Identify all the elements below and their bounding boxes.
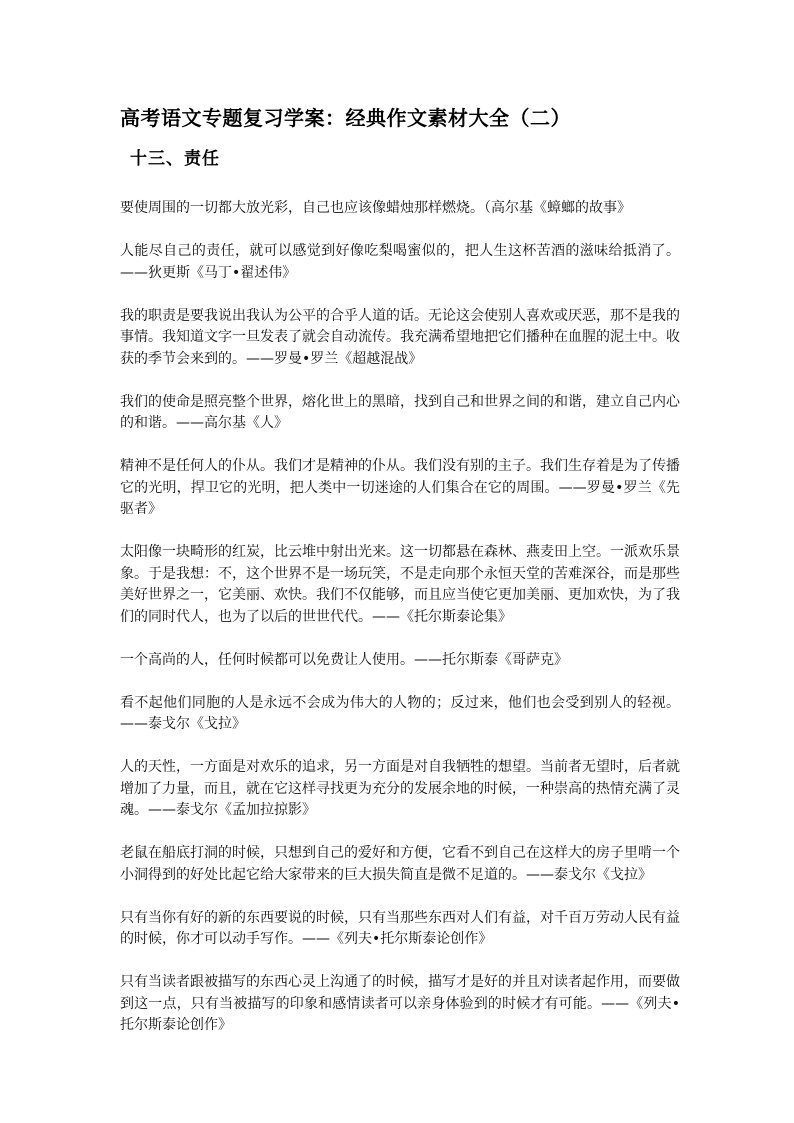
quote-paragraph: 太阳像一块畸形的红炭，比云堆中射出光来。这一切都悬在森林、燕麦田上空。一派欢乐景象。于是我想：不，这个世界不是一场玩笑，不是走向那个永恒天堂的苦难深谷，而是那些美好世界之一，它美丽、欢快。我们不仅能够，而且应当使它更加美丽、更加欢快，为了我们的同时代人，也为了以后的世世代代。——《托尔斯泰论集》 <box>120 544 680 625</box>
quote-paragraph: 一个高尚的人，任何时候都可以免费让人使用。——托尔斯泰《哥萨克》 <box>120 651 568 668</box>
section-title: 十三、责任 <box>130 149 220 169</box>
quote-paragraph: 人能尽自己的责任，就可以感觉到好像吃梨喝蜜似的，把人生这杯苦酒的滋味给抵消了。——狄更斯《马丁•翟述伟》 <box>120 243 680 281</box>
quote-paragraph: 要使周围的一切都大放光彩，自己也应该像蜡烛那样燃烧。（高尔基《蟑螂的故事》 <box>120 200 631 216</box>
quote-paragraph: 人的天性，一方面是对欢乐的追求，另一方面是对自我牺牲的想望。当前者无望时，后者就增加了力量，而且，就在它这样寻找更为充分的发展余地的时候，一种崇高的热情充满了灵魂。——泰戈尔《孟加拉掠影》 <box>120 759 680 818</box>
quote-paragraph: 我的职责是要我说出我认为公平的合乎人道的话。无论这会使别人喜欢或厌恶，那不是我的事情。我知道文字一旦发表了就会自动流传。我充满希望地把它们播种在血腥的泥土中。收获的季节会来到的。——罗曼•罗兰《超越混战》 <box>120 307 680 367</box>
quote-paragraph: 只有当读者跟被描写的东西心灵上沟通了的时候，描写才是好的并且对读者起作用，而要做到这一点，只有当被描写的印象和感情读者可以亲身体验到的时候才有可能。——《列夫•托尔斯泰论创作》 <box>120 974 680 1033</box>
quote-paragraph: 老鼠在船底打洞的时候，只想到自己的爱好和方便，它看不到自己在这样大的房子里啃一个小洞得到的好处比起它给大家带来的巨大损失简直是微不足道的。——泰戈尔《戈拉》 <box>120 845 680 883</box>
quote-paragraph: 只有当你有好的新的东西要说的时候，只有当那些东西对人们有益，对千百万劳动人民有益的时候，你才可以动手写作。——《列夫•托尔斯泰论创作》 <box>120 909 680 947</box>
quote-paragraph: 看不起他们同胞的人是永远不会成为伟大的人物的；反过来，他们也会受到别人的轻视。——泰戈尔《戈拉》 <box>120 694 680 732</box>
quote-list <box>120 198 680 1058</box>
document-title: 高考语文专题复习学案：经典作文素材大全（二） <box>120 106 571 130</box>
quote-paragraph: 精神不是任何人的仆从。我们才是精神的仆从。我们没有别的主子。我们生存着是为了传播它的光明，捍卫它的光明，把人类中一切迷途的人们集合在它的周围。——罗曼•罗兰《先驱者》 <box>120 458 680 517</box>
quote-paragraph: 我们的使命是照亮整个世界，熔化世上的黑暗，找到自己和世界之间的和谐，建立自己内心的和谐。——高尔基《人》 <box>120 393 680 431</box>
